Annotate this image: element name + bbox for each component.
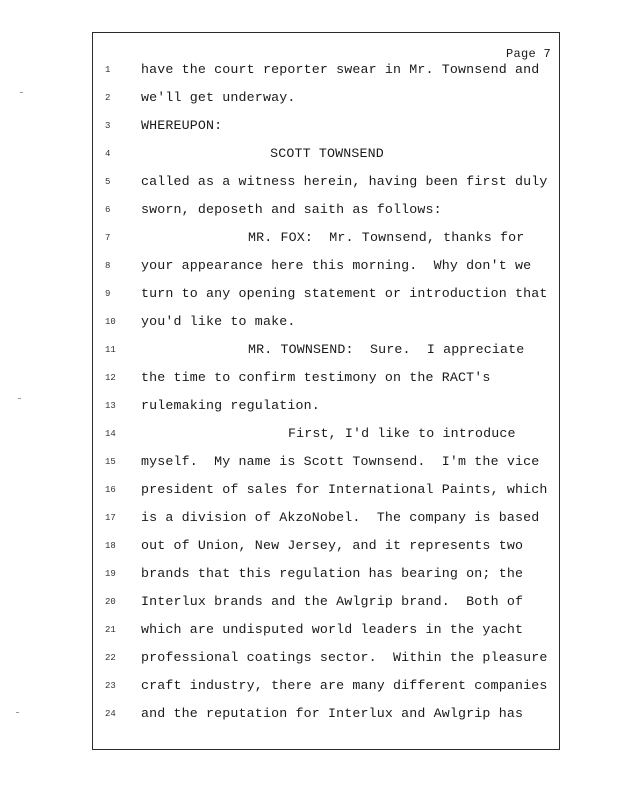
line-number: 17 (105, 513, 116, 523)
line-text: turn to any opening statement or introduction that (141, 286, 548, 301)
line-text: First, I'd like to introduce (288, 426, 516, 441)
line-text: brands that this regulation has bearing on; the (141, 566, 524, 581)
line-number: 18 (105, 541, 116, 551)
line-number: 14 (105, 429, 116, 439)
line-number: 20 (105, 597, 116, 607)
transcript-line (93, 481, 561, 509)
line-number: 15 (105, 457, 116, 467)
line-number: 24 (105, 709, 116, 719)
transcript-line (93, 313, 561, 341)
line-text: craft industry, there are many different companies (141, 678, 548, 693)
transcript-line (93, 537, 561, 565)
line-text: out of Union, New Jersey, and it represents two (141, 538, 524, 553)
line-number: 8 (105, 261, 111, 271)
transcript-line (93, 89, 561, 117)
line-text: the time to confirm testimony on the RACT's (141, 370, 491, 385)
line-number: 7 (105, 233, 111, 243)
line-number: 22 (105, 653, 116, 663)
transcript-line (93, 369, 561, 397)
line-number: 3 (105, 121, 111, 131)
line-number: 23 (105, 681, 116, 691)
line-text: called as a witness herein, having been first duly (141, 174, 548, 189)
transcript-line (93, 145, 561, 173)
line-text: MR. FOX: Mr. Townsend, thanks for (248, 230, 525, 245)
line-number: 21 (105, 625, 116, 635)
line-number: 4 (105, 149, 111, 159)
line-number: 6 (105, 205, 111, 215)
transcript-page (92, 32, 560, 750)
line-text: rulemaking regulation. (141, 398, 320, 413)
scan-speck (20, 92, 23, 93)
transcript-line (93, 173, 561, 201)
transcript-line (93, 201, 561, 229)
line-number: 16 (105, 485, 116, 495)
transcript-line (93, 677, 561, 705)
line-text: professional coatings sector. Within the pleasure (141, 650, 548, 665)
scan-speck (16, 712, 19, 713)
transcript-line (93, 117, 561, 145)
line-text: Interlux brands and the Awlgrip brand. Both of (141, 594, 524, 609)
line-text: is a division of AkzoNobel. The company is based (141, 510, 540, 525)
line-number: 19 (105, 569, 116, 579)
line-text: you'd like to make. (141, 314, 296, 329)
transcript-line (93, 397, 561, 425)
line-number: 1 (105, 65, 111, 75)
transcript-line (93, 593, 561, 621)
transcript-line (93, 285, 561, 313)
transcript-line (93, 565, 561, 593)
transcript-line (93, 257, 561, 285)
transcript-line (93, 453, 561, 481)
line-text: sworn, deposeth and saith as follows: (141, 202, 442, 217)
line-text: which are undisputed world leaders in the yacht (141, 622, 524, 637)
transcript-line (93, 229, 561, 257)
line-text: myself. My name is Scott Townsend. I'm the vice (141, 454, 540, 469)
line-number: 12 (105, 373, 116, 383)
line-number: 13 (105, 401, 116, 411)
line-text: SCOTT TOWNSEND (270, 146, 384, 161)
line-text: have the court reporter swear in Mr. Townsend and (141, 62, 540, 77)
line-number: 10 (105, 317, 116, 327)
line-number: 5 (105, 177, 111, 187)
line-number: 2 (105, 93, 111, 103)
transcript-line (93, 425, 561, 453)
line-text: MR. TOWNSEND: Sure. I appreciate (248, 342, 525, 357)
line-text: your appearance here this morning. Why don't we (141, 258, 532, 273)
transcript-line (93, 341, 561, 369)
line-text: and the reputation for Interlux and Awlgrip has (141, 706, 524, 721)
line-text: president of sales for International Paints, which (141, 482, 548, 497)
line-number: 9 (105, 289, 111, 299)
transcript-line (93, 621, 561, 649)
page-number: Page 7 (505, 47, 551, 61)
transcript-line (93, 509, 561, 537)
scan-speck (18, 398, 21, 399)
line-text: WHEREUPON: (141, 118, 223, 133)
transcript-line (93, 649, 561, 677)
line-number: 11 (105, 345, 116, 355)
line-text: we'll get underway. (141, 90, 296, 105)
transcript-line (93, 705, 561, 733)
transcript-line (93, 61, 561, 89)
